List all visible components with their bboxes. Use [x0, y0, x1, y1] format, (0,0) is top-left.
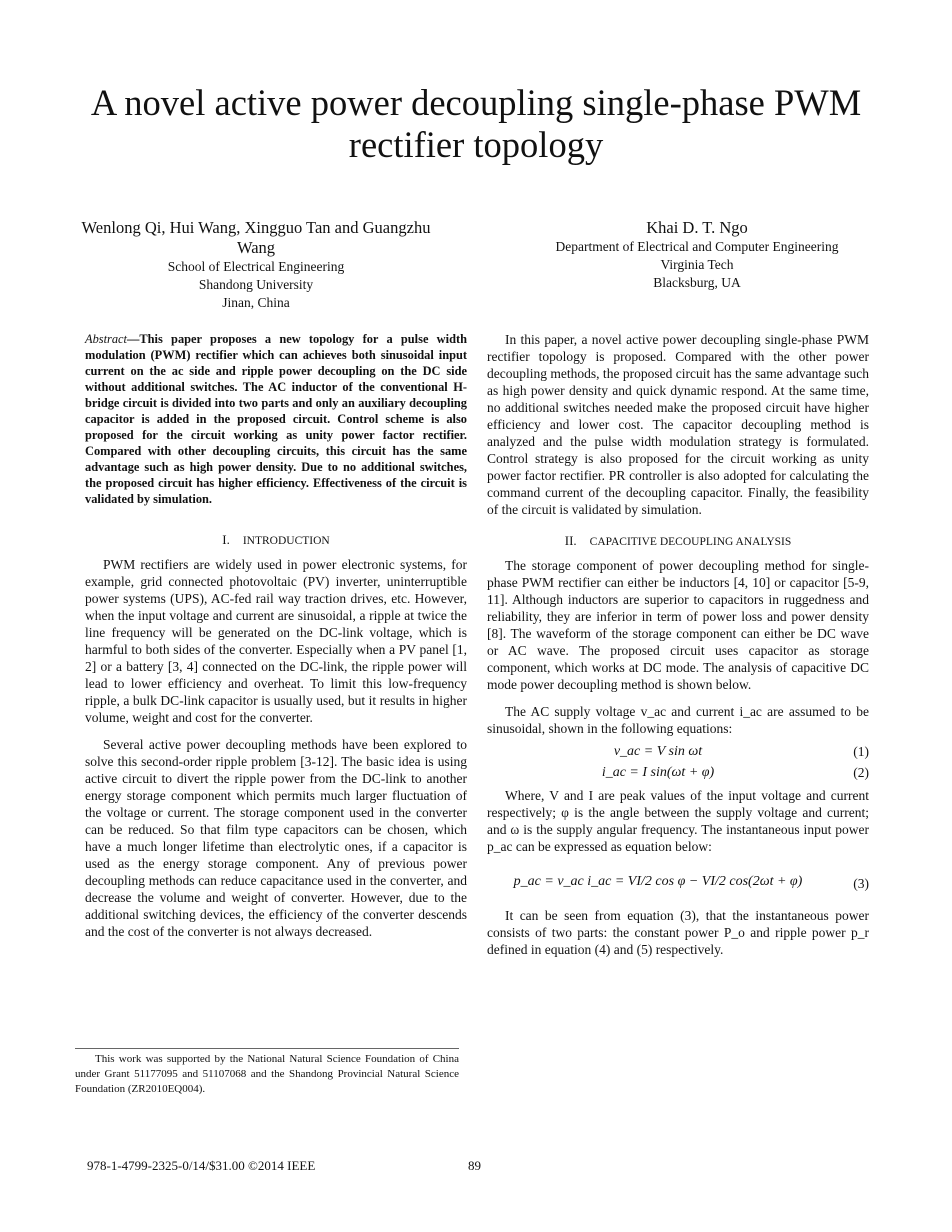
paragraph: In this paper, a novel active power decoupling single-phase PWM rectifier topology is proposed. Compared with the other power decoupling methods, the proposed circuit has the same advantage such as high power density and quick dynamic respond. At the same time, no additional switches needed make the proposed circuit have higher efficiency and lower cost. The capacitor decoupling method is analyzed and the pulse width modulation strategy is formulated. Control strategy is also proposed for the circuit working as unity power factor rectifier. PR controller is also adopted for calculating the command current of the decoupling capacitor. Finally, the feasibility of the circuit is validated by simulation.	[487, 332, 869, 517]
section-title: CAPACITIVE DECOUPLING ANALYSIS	[589, 536, 792, 548]
author-block-right	[510, 218, 884, 292]
paragraph: PWM rectifiers are widely used in power electronic systems, for example, grid connected photovoltaic (PV) inverter, uninterruptible power systems (UPS), AC-fed rail way traction drives, etc. However, when the input voltage and current are sinusoidal, a ripple at twice the line frequency will be generated on the DC-link voltage, which is harmful to both sides of the converter. Especially when a PV panel [1, 2] or a battery [3, 4] connected on the DC-link, the ripple power will lead to lower efficiency and overheat. To limit this low-frequency ripple, a bulk DC-link capacitor is usually used, but it results in higher volume, weight and cost for the converter.	[85, 557, 467, 725]
equation-3	[487, 867, 869, 903]
section-heading-capacitive-decoupling	[487, 532, 869, 551]
equation-body: i_ac = I sin(ωt + φ)	[601, 765, 715, 780]
author-names: Khai D. T. Ngo	[646, 218, 748, 237]
paragraph: The AC supply voltage v_ac and current i_ac are assumed to be sinusoidal, shown in the following equations:	[487, 704, 869, 736]
author-department: Department of Electrical and Computer Engineering	[555, 239, 839, 254]
paragraph: The storage component of power decoupling method for single-phase PWM rectifier can either be inductors [4, 10] or capacitor [5-9, 11]. Although inductors are superior to capacitors in ruggedness and reliability, they are inferior in term of power loss and power density [8]. The waveform of the storage component can either be DC wave or AC wave. The proposed circuit uses capacitor as storage component, which works at DC mode. The analysis of capacitive DC mode power decoupling method is shown below.	[487, 558, 869, 692]
paragraph: It can be seen from equation (3), that the instantaneous power consists of two parts: the constant power P_o and ripple power p_r defined in equation (4) and (5) respectively.	[487, 908, 869, 957]
equation-number: (2)	[853, 765, 869, 780]
author-block-left	[70, 218, 442, 312]
abstract-text: —This paper proposes a new topology for a pulse width modulation (PWM) rectifier which can achieves both sinusoidal input current on the ac side and ripple power decoupling on the DC side without additional switches. The AC inductor of the conventional H-bridge circuit is divided into two parts and only an auxiliary decoupling capacitor is added in the proposed circuit. Control scheme is also proposed for the circuit working as unity power factor rectifier. Compared with other decoupling circuits, this circuit has the same advantage such as high power density. Due to no additional switches, the proposed circuit has higher efficiency. Effectiveness of the circuit is validated by simulation.	[85, 332, 467, 506]
abstract-lead: Abstract	[85, 332, 127, 346]
left-column	[85, 331, 467, 940]
footnote-rule	[75, 1048, 459, 1049]
author-names: Wenlong Qi, Hui Wang, Xingguo Tan and Guangzhu Wang	[81, 218, 431, 257]
section-heading-introduction	[85, 531, 467, 550]
paragraph: Where, V and I are peak values of the input voltage and current respectively; φ is the angle between the supply voltage and current; and ω is the supply angular frequency. The instantaneous input power p_ac can be expressed as equation below:	[487, 788, 869, 854]
footnote-text: This work was supported by the National Natural Science Foundation of China under Grant 51177095 and 51107068 and the Shandong Provincial Natural Science Foundation (ZR2010EQ004).	[75, 1053, 459, 1095]
author-university: Shandong University	[198, 277, 314, 292]
author-department: School of Electrical Engineering	[167, 259, 345, 274]
equation-1	[487, 743, 869, 764]
equation-body: p_ac = v_ac i_ac = VI/2 cos φ − VI/2 cos(2ωt + φ)	[513, 874, 803, 889]
author-city: Jinan, China	[222, 295, 290, 310]
right-column	[487, 331, 869, 958]
author-university: Virginia Tech	[660, 257, 734, 272]
equation-body: v_ac = V sin ωt	[613, 744, 703, 759]
section-number: II.	[564, 533, 577, 548]
footnote	[75, 1052, 459, 1097]
abstract	[85, 331, 467, 507]
page-number: 89	[468, 1158, 481, 1173]
author-city: Blacksburg, UA	[653, 275, 741, 290]
equation-number: (1)	[853, 744, 869, 759]
equation-number: (3)	[853, 876, 869, 891]
section-number: I.	[222, 532, 230, 547]
equation-2	[487, 764, 869, 785]
isbn-copyright: 978-1-4799-2325-0/14/$31.00 ©2014 IEEE	[87, 1158, 316, 1173]
paragraph: Several active power decoupling methods have been explored to solve this second-order ripple problem [3-12]. The basic idea is using active circuit to divert the ripple power from the DC-link to another energy storage component which permits much larger fluctuation of the voltage or current. The storage component used in the converter can be reduced. So that film type capacitors can be chosen, which have a much longer lifetime than electrolytic ones, if a capacitor is used as the energy storage component. Any of previous power decoupling methods can reduce capacitance used in the converter, and decrease the volume and weight of converter. However, due to the additional switching devices, the efficiency of the converter descends and the cost of the converter is not always decreased.	[85, 737, 467, 939]
section-title: INTRODUCTION	[242, 535, 330, 547]
paper-title: A novel active power decoupling single-phase PWM rectifier topology	[90, 82, 862, 165]
